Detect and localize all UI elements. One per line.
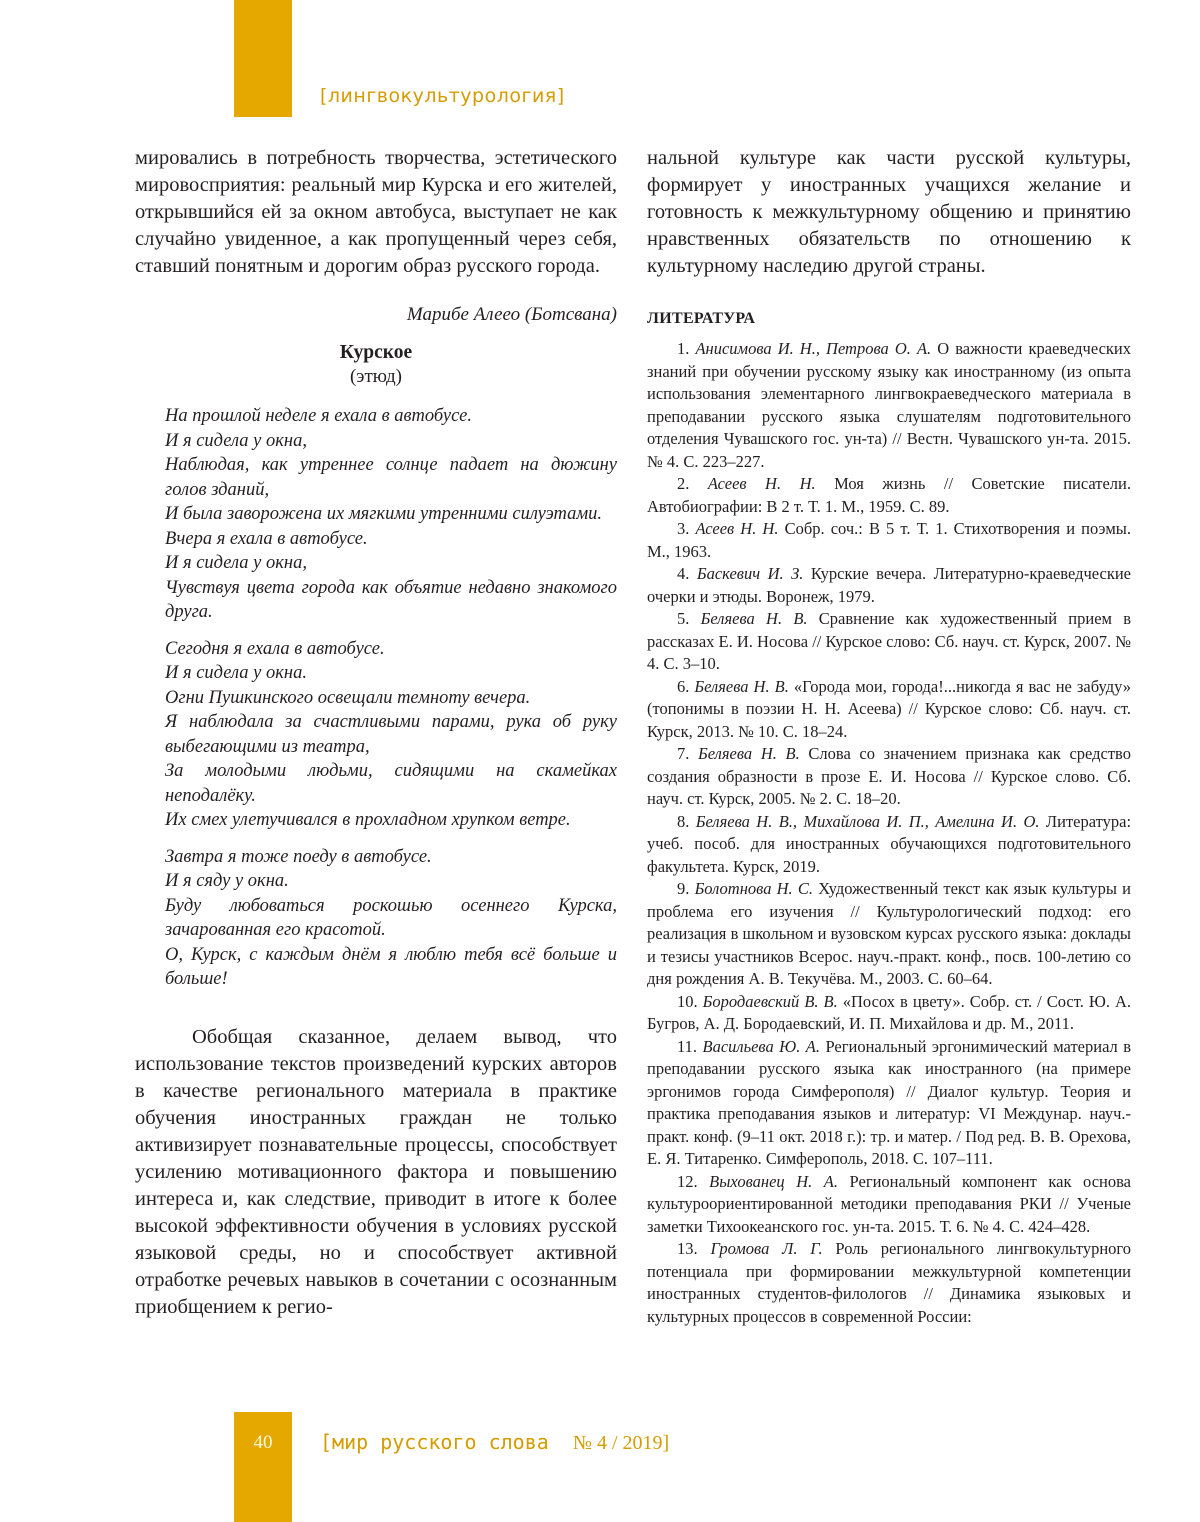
poem-line: О, Курск, с каждым днём я люблю тебя всё больше и больше! xyxy=(165,944,617,989)
reference-item: 9. Болотнова Н. С. Художественный текст как язык культуры и проблема его изучения // Культурологический подход: его реализация в школьном и вузовском курсах русского языка: доклады и тезисы участников Всерос. науч.-практ. конф., посв. 100-летию со дня рождения А. В. Текучёва. М., 2003. С. 60–64. xyxy=(647,879,1132,988)
section-tag: [лингвокультурология] xyxy=(320,85,565,107)
reference-item: 13. Громова Л. Г. Роль регионального лингвокультурного потенциала при формировании межкультурной компетенции иностранных студентов-филологов // Динамика языковых и культурных процессов в современной России: xyxy=(647,1239,1132,1326)
reference-item: 3. Асеев Н. Н. Собр. соч.: В 5 т. Т. 1. Стихотворения и поэмы. М., 1963. xyxy=(647,519,1132,561)
poem-line: Завтра я тоже поеду в автобусе. xyxy=(165,846,432,867)
poem-subtitle: (этюд) xyxy=(349,366,402,387)
poem-stanza-3 xyxy=(135,845,617,992)
poem-line: И была заворожена их мягкими утренними силуэтами. xyxy=(165,504,603,524)
page-number: 40 xyxy=(253,1432,273,1453)
references-heading: ЛИТЕРАТУРА xyxy=(647,310,756,327)
left-column xyxy=(135,145,617,1321)
poem-line: И я сидела у окна, xyxy=(165,430,307,451)
left-intro-paragraph: мировались в потребность творчества, эстетического мировосприятия: реальный мир Курска и его жителей, открывшийся ей за окном автобуса, выступает не как случайно увиденное, а как пропущенный через себя, ставший понятным и дорогим образ русского города. xyxy=(135,147,617,277)
reference-item: 4. Баскевич И. З. Курские вечера. Литературно-краеведческие очерки и этюды. Воронеж, 1979. xyxy=(647,564,1132,606)
poem-line: И я сидела у окна, xyxy=(165,553,307,573)
reference-item: 12. Выхованец Н. А. Региональный компонент как основа культуроориентированной методики преподавания РКИ // Ученые заметки Тихоокеанского гос. ун-та. 2015. Т. 6. № 4. С. 424–428. xyxy=(647,1171,1131,1236)
poem-stanza-1 xyxy=(135,404,617,625)
poem-line: Огни Пушкинского освещали темноту вечера. xyxy=(165,687,531,708)
reference-item: 2. Асеев Н. Н. Моя жизнь // Советские писатели. Автобиографии: В 2 т. Т. 1. М., 1959. С. 89. xyxy=(647,474,1131,516)
poem-line: За молодыми людьми, сидящими на скамейках неподалёку. xyxy=(165,761,617,806)
reference-item: 7. Беляева Н. В. Слова со значением признака как средство создания образности в прозе Е. И. Носова // Курское слово. Сб. науч. ст. Курск, 2005. № 2. С. 18–20. xyxy=(647,744,1131,808)
poem-line: И я сидела у окна. xyxy=(165,663,307,683)
poem-line: Вчера я ехала в автобусе. xyxy=(165,528,368,549)
reference-item: 6. Беляева Н. В. «Города мои, города!...никогда я вас не забуду» (топонимы в поэзии Н. Н. Асеева) // Курское слово: Сб. науч. ст. Курск, 2013. № 10. С. 18–24. xyxy=(647,676,1132,741)
poem-line: Их смех улетучивался в прохладном хрупком ветре. xyxy=(165,810,571,830)
poem-line: Я наблюдала за счастливыми парами, рука об руку выбегающими из театра, xyxy=(165,712,617,757)
poem-line: Сегодня я ехала в автобусе. xyxy=(165,638,385,659)
poem-line: Чувствуя цвета города как объятие недавно знакомого друга. xyxy=(165,577,617,622)
journal-issue: № 4 / 2019] xyxy=(572,1432,670,1454)
right-column xyxy=(647,145,1131,1328)
poem-line: Наблюдая, как утреннее солнце падает на дюжину голов зданий, xyxy=(165,455,617,500)
footer-accent-bar xyxy=(234,1412,292,1522)
header-accent-bar xyxy=(234,0,292,117)
reference-item: 1. Анисимова И. Н., Петрова О. А. О важности краеведческих знаний при обучении русскому языку как иностранному (из опыта использования элементарного лингвокраеведческого материала в преподавании русского языка слушателям подготовительного отделения Чувашского гос. ун-та) // Вестн. Чувашского ун-та. 2015. № 4. С. 223–227. xyxy=(647,339,1132,471)
poem-line: На прошлой неделе я ехала в автобусе. xyxy=(165,406,472,426)
journal-name: [мир русского слова xyxy=(320,1430,549,1454)
reference-item: 8. Беляева Н. В., Михайлова И. П., Амелина И. О. Литература: учеб. пособ. для иностранных обучающихся подготовительного факультета. Курск, 2019. xyxy=(647,811,1132,876)
reference-item: 11. Васильева Ю. А. Региональный эргонимический материал в преподавании русского языка как иностранного (на примере эргонимов города Симферополя) // Диалог культур. Теория и практика преподавания языков и литератур: VI Междунар. науч.-практ. конф. (9–11 окт. 2018 г.): тр. и матер. / Под ред. В. В. Орехова, Е. Я. Титаренко. Симферополь, 2018. С. 107–111. xyxy=(647,1036,1132,1168)
journal-footer-title xyxy=(320,1430,669,1455)
poem-stanza-2 xyxy=(135,637,617,833)
poem-author-signature: Марибе Алеео (Ботсвана) xyxy=(406,304,617,325)
reference-item: 5. Беляева Н. В. Сравнение как художественный прием в рассказах Е. И. Носова // Курское слово: Сб. науч. ст. Курск, 2007. № 4. С. 3–10. xyxy=(647,609,1132,673)
poem-title: Курское xyxy=(339,342,413,363)
conclusion-paragraph: Обобщая сказанное, делаем вывод, что использование текстов произведений курских авторов в качестве регионального материала в практике обучения иностранных граждан не только активизирует познавательные процессы, способствует усилению мотивационного фактора и повышению интереса и, как следствие, приводит в итоге к более высокой эффективности обучения в условиях русской языковой среды, но и способствует активной отработке речевых навыков в сочетании с осознанным приобщением к регио- xyxy=(135,1025,617,1318)
reference-item: 10. Бородаевский В. В. «Посох в цвету». Собр. ст. / Сост. Ю. А. Бугров, А. Д. Бородаевский, И. П. Михайлова и др. М., 2011. xyxy=(647,991,1131,1033)
right-intro-paragraph: нальной культуре как части русской культуры, формирует у иностранных учащихся желание и готовность к межкультурному общению и принятию нравственных обязательств по отношению к культурному наследию другой страны. xyxy=(647,147,1131,277)
poem-line: Буду любоваться роскошью осеннего Курска, зачарованная его красотой. xyxy=(165,895,617,940)
poem-line: И я сяду у окна. xyxy=(165,871,289,891)
